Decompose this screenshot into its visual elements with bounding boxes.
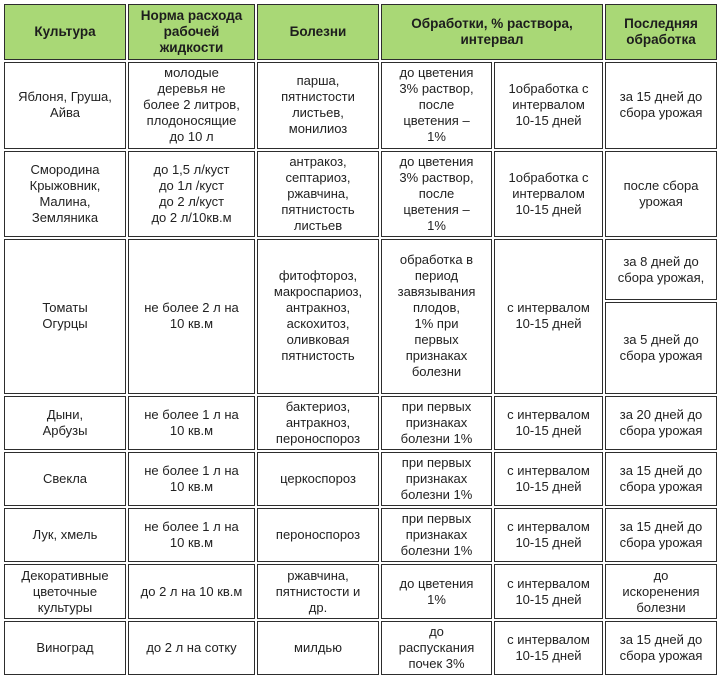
table-row [4,62,717,148]
cell-rate: не более 1 л на 10 кв.м [128,508,255,562]
header-treatment: Обработки, % раствора, интервал [381,4,603,60]
table-row [4,151,717,237]
cell-last-a: за 8 дней до сбора урожая, [605,239,717,300]
cell-last: за 15 дней до сбора урожая [605,621,717,675]
cell-rate: до 2 л на сотку [128,621,255,675]
cell-treatment: до цветения 3% раствор, после цветения – 1% [381,62,492,148]
cell-crop: Виноград [4,621,126,675]
cell-treatment: до распускания почек 3% [381,621,492,675]
cell-last: за 15 дней до сбора урожая [605,452,717,506]
table-row [4,564,717,618]
cell-diseases: церкоспороз [257,452,379,506]
table-row [4,508,717,562]
cell-last: за 20 дней до сбора урожая [605,396,717,450]
cell-crop: Томаты Огурцы [4,239,126,394]
cell-crop: Смородина Крыжовник, Малина, Земляника [4,151,126,237]
table-row [4,396,717,450]
cell-crop: Свекла [4,452,126,506]
header-last: Последняя обработка [605,4,717,60]
cell-diseases: парша, пятнистости листьев, монилиоз [257,62,379,148]
cell-interval: с интервалом 10-15 дней [494,396,603,450]
cell-interval: с интервалом 10-15 дней [494,452,603,506]
cell-treatment: при первых признаках болезни 1% [381,396,492,450]
cell-last: после сбора урожая [605,151,717,237]
cell-crop: Лук, хмель [4,508,126,562]
cell-treatment: до цветения 1% [381,564,492,618]
cell-crop: Яблоня, Груша, Айва [4,62,126,148]
cell-interval: с интервалом 10-15 дней [494,621,603,675]
cell-interval: с интервалом 10-15 дней [494,564,603,618]
table-row [4,621,717,675]
cell-interval: с интервалом 10-15 дней [494,508,603,562]
cell-interval: 1обработка с интервалом 10-15 дней [494,62,603,148]
cell-diseases: милдью [257,621,379,675]
cell-interval: с интервалом 10-15 дней [494,239,603,394]
cell-last: до искоренения болезни [605,564,717,618]
header-crop: Культура [4,4,126,60]
cell-diseases: ржавчина, пятнистости и др. [257,564,379,618]
cell-treatment: до цветения 3% раствор, после цветения – 1% [381,151,492,237]
cell-rate: не более 1 л на 10 кв.м [128,452,255,506]
cell-diseases: пероноспороз [257,508,379,562]
cell-diseases: бактериоз, антракноз, пероноспороз [257,396,379,450]
table-row [4,239,717,300]
treatment-table [2,2,719,677]
header-diseases: Болезни [257,4,379,60]
cell-crop: Дыни, Арбузы [4,396,126,450]
cell-treatment: при первых признаках болезни 1% [381,452,492,506]
table-header-row [4,4,717,60]
table-row [4,452,717,506]
header-rate: Норма расхода рабочей жидкости [128,4,255,60]
cell-last-b: за 5 дней до сбора урожая [605,302,717,393]
cell-rate: не более 1 л на 10 кв.м [128,396,255,450]
cell-interval: 1обработка с интервалом 10-15 дней [494,151,603,237]
cell-rate: до 1,5 л/куст до 1л /куст до 2 л/куст до 2 л/10кв.м [128,151,255,237]
cell-rate: молодые деревья не более 2 литров, плодоносящие до 10 л [128,62,255,148]
cell-treatment: при первых признаках болезни 1% [381,508,492,562]
cell-crop: Декоративные цветочные культуры [4,564,126,618]
cell-last: за 15 дней до сбора урожая [605,508,717,562]
cell-diseases: антракоз, септариоз, ржавчина, пятнистость листьев [257,151,379,237]
cell-last: за 15 дней до сбора урожая [605,62,717,148]
cell-rate: не более 2 л на 10 кв.м [128,239,255,394]
cell-rate: до 2 л на 10 кв.м [128,564,255,618]
cell-treatment: обработка в период завязывания плодов, 1% при первых признаках болезни [381,239,492,394]
cell-diseases: фитофтороз, макроспариоз, антракноз, аскохитоз, оливковая пятнистость [257,239,379,394]
